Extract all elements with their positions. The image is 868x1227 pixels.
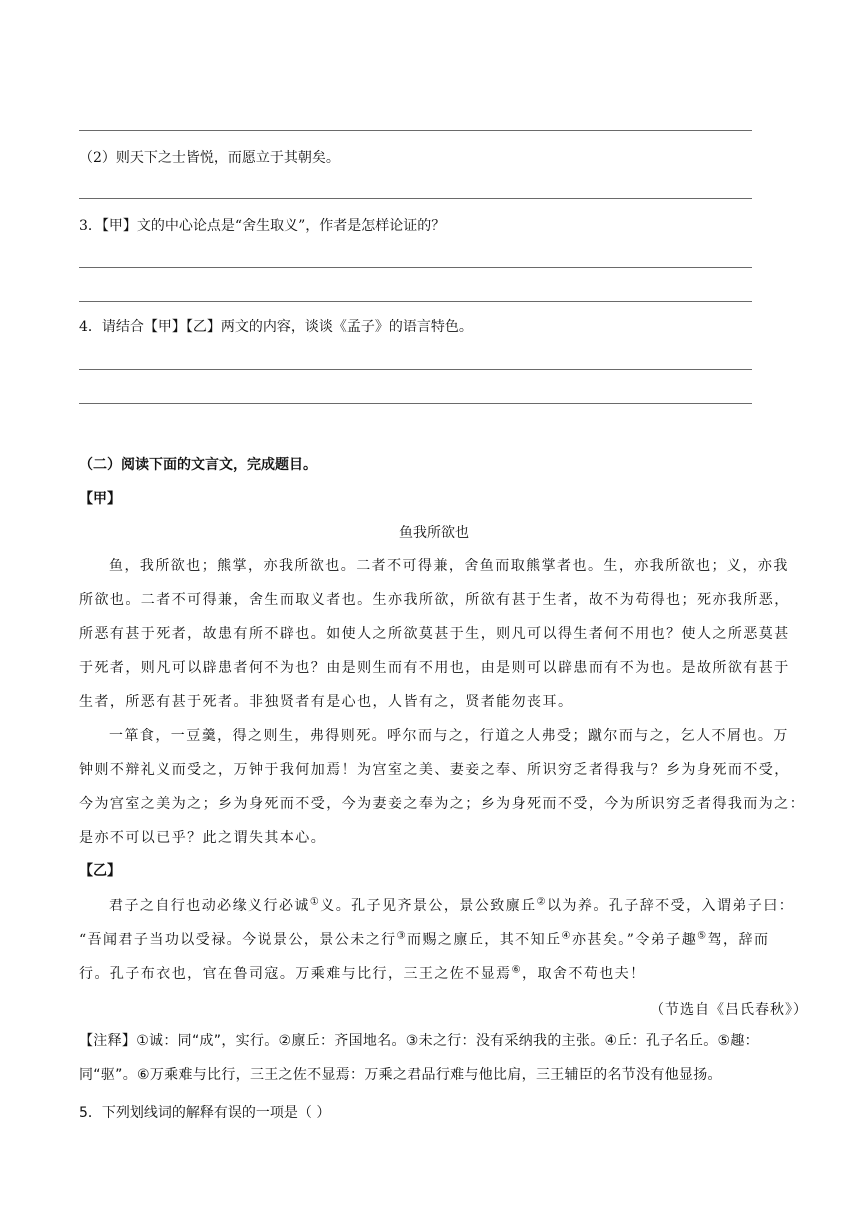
jia-label: 【甲】 [79, 491, 121, 507]
answer-line [79, 198, 752, 199]
answer-line [79, 130, 752, 131]
text-line [79, 923, 791, 957]
footnote-marker: ⑤ [697, 930, 708, 942]
note-line: 同“驱”。⑥万乘难与比行，三王之佐不显焉：万乘之君品行难与他比肩，三王辅臣的名节没有他显扬。 [79, 1067, 722, 1083]
passage-title: 鱼我所欲也 [399, 525, 469, 541]
question-2-2: （2）则天下之士皆悦，而愿立于其朝矣。 [79, 150, 340, 166]
text-line: 钟则不辩礼义而受之，万钟于我何加焉！为宫室之美、妻妾之奉、所识穷乏者得我与？乡为身死而不受， [79, 762, 790, 778]
source-citation: （节选自《吕氏春秋》） [650, 1002, 808, 1018]
text-segment: 亦甚矣。”令弟子趣 [571, 932, 698, 948]
text-line: 鱼，我所欲也；熊掌，亦我所欲也。二者不可得兼，舍鱼而取熊掌者也。生，亦我所欲也；义，亦我 [109, 558, 789, 574]
text-line: 是亦不可以已乎？此之谓失其本心。 [79, 830, 327, 846]
text-line [79, 889, 795, 923]
answer-line [79, 301, 752, 302]
footnote-marker: ⑥ [511, 964, 523, 976]
text-line: 一箪食，一豆羹，得之则生，弗得则死。呼尔而与之，行道之人弗受；蹴尔而与之，乞人不屑也。万 [109, 728, 789, 744]
text-line: 生者，所恶有甚于死者。非独贤者有是心也，人皆有之，贤者能勿丧耳。 [79, 694, 574, 710]
text-line: 于死者，则凡可以辟患者何不为也？由是则生而有不用也，由是则可以辟患而有不为也。是故所欲有甚于 [79, 660, 790, 676]
text-segment: 以为养。孔子辞不受，入谓弟子曰： [547, 898, 795, 914]
text-segment: 君子之自行也动必缘义行必诚 [109, 898, 310, 914]
text-segment: 驾，辞而 [707, 932, 770, 948]
jia-paragraph-2 [79, 719, 806, 855]
question-4: 4．请结合【甲】【乙】两文的内容，谈谈《孟子》的语言特色。 [79, 319, 473, 335]
text-line: 今为宫室之美为之；乡为身死而不受，今为妻妾之奉为之；乡为身死而不受，今为所识穷乏者得我而为之： [79, 796, 806, 812]
answer-line [79, 369, 752, 370]
annotations [79, 1024, 791, 1092]
question-3: 3．【甲】文的中心论点是“舍生取义”，作者是怎样论证的？ [79, 218, 446, 234]
footnote-marker: ③ [396, 930, 408, 942]
text-line: 所欲也。二者不可得兼，舍生而取义者也。生亦我所欲，所欲有甚于生者，故不为苟得也；死亦我所恶， [79, 592, 790, 608]
text-segment: “吾闻君子当功以受禄。今说景公，景公未之行 [79, 932, 397, 948]
text-segment: 而赐之廪丘，其不知丘 [407, 932, 562, 948]
answer-line [79, 267, 752, 268]
text-line [79, 957, 791, 991]
yi-paragraph [79, 889, 795, 991]
yi-label: 【乙】 [79, 863, 121, 879]
answer-line [79, 403, 752, 404]
text-segment: 行。孔子布衣也，官在鲁司寇。万乘难与比行，三王之佐不显焉 [79, 966, 512, 982]
section-heading: （二）阅读下面的文言文，完成题目。 [79, 457, 317, 473]
jia-paragraph-1 [79, 549, 791, 719]
footnote-marker: ④ [561, 930, 572, 942]
footnote-marker: ① [309, 896, 321, 908]
text-segment: 义。孔子见齐景公，景公致廪丘 [320, 898, 537, 914]
text-line: 所恶有甚于死者，故患有所不辟也。如使人之所欲莫甚于生，则凡可以得生者何不用也？使人之所恶莫甚 [79, 626, 790, 642]
footnote-marker: ② [536, 896, 548, 908]
question-5: 5．下列划线词的解释有误的一项是（ ） [79, 1105, 331, 1121]
note-line: 【注释】①诚：同“成”，实行。②廪丘：齐国地名。③未之行：没有采纳我的主张。④丘：孔子名丘。⑤趣： [79, 1033, 759, 1049]
text-segment: ，取舍不苟也夫！ [522, 966, 646, 982]
